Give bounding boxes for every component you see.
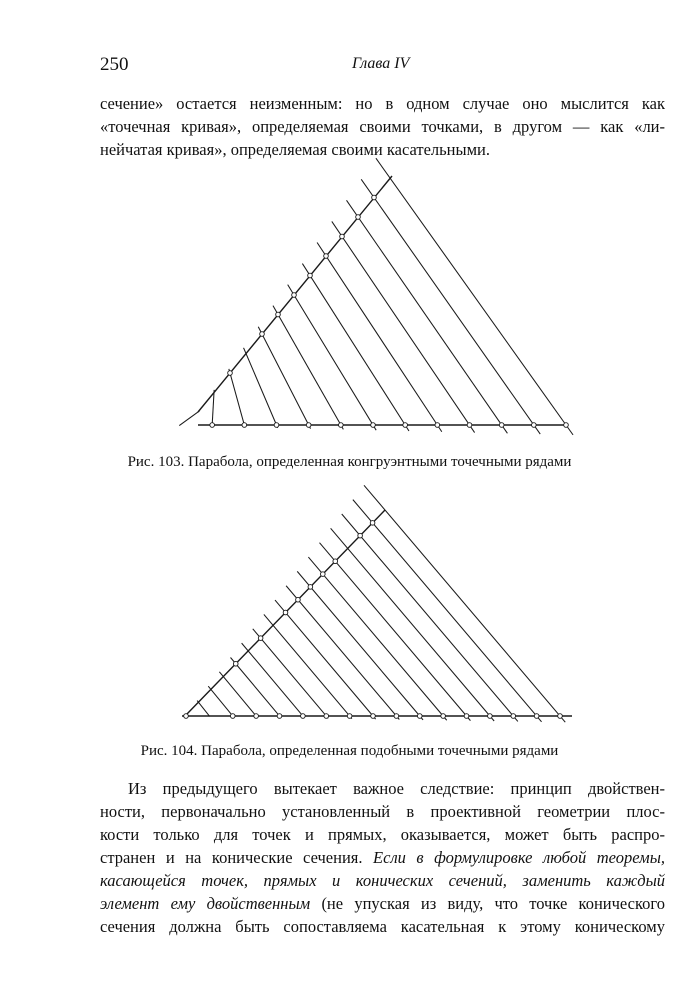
range-point <box>306 423 311 428</box>
body-line <box>100 846 665 869</box>
range-point <box>258 636 263 641</box>
tangent-line <box>361 179 540 434</box>
tangent-line <box>347 200 508 433</box>
range-point <box>184 714 189 719</box>
range-point <box>340 234 345 239</box>
range-point <box>230 714 235 719</box>
range-point <box>441 714 446 719</box>
range-point <box>371 423 376 428</box>
body-line: Из предыдущего вытекает важное следствие: принцип двойствен- <box>128 779 665 798</box>
range-point <box>276 312 281 317</box>
figure-103-parabola-congruent-ranges <box>179 158 573 435</box>
range-point <box>356 215 361 220</box>
range-point <box>488 714 493 719</box>
range-point <box>534 714 539 719</box>
tangent-line <box>231 657 281 717</box>
range-point <box>260 332 265 337</box>
tangent-line <box>342 514 518 721</box>
range-point <box>358 533 363 538</box>
range-point <box>435 423 440 428</box>
range-point <box>296 597 301 602</box>
range-point <box>333 559 338 564</box>
tangent-line <box>317 242 442 431</box>
range-point <box>370 521 375 526</box>
tangent-line <box>376 158 573 435</box>
range-point <box>233 661 238 666</box>
range-point <box>254 714 259 719</box>
intro-line: нейчатая кривая», определяемая своими касательными. <box>100 140 490 159</box>
tangent-line <box>229 369 245 427</box>
range-point <box>564 423 569 428</box>
figure-104-parabola-similar-ranges <box>182 485 572 722</box>
range-point <box>324 714 329 719</box>
range-point <box>292 293 297 298</box>
range-point <box>210 423 215 428</box>
tangent-line <box>297 571 423 719</box>
range-point <box>301 714 306 719</box>
range-point <box>308 585 313 590</box>
range-point <box>308 273 313 278</box>
range-point <box>242 423 247 428</box>
range-point <box>277 714 282 719</box>
intro-line: сечение» остается неизменным: но в одном случае оно мыслится как <box>100 94 665 113</box>
range-point <box>467 423 472 428</box>
range-point <box>532 423 537 428</box>
range-point <box>321 572 326 577</box>
range-point <box>558 714 563 719</box>
range-point <box>394 714 399 719</box>
page-number: 250 <box>100 54 129 75</box>
range-point <box>499 423 504 428</box>
range-point <box>283 610 288 615</box>
intro-line: «точечная кривая», определяемая своими точками, в другом — как «ли- <box>100 117 665 136</box>
body-line <box>100 892 665 915</box>
range-point <box>274 423 279 428</box>
body-text: (не упуская из виду, что точке конического <box>321 894 666 913</box>
running-head: Глава IV <box>352 55 410 72</box>
range-point <box>372 195 377 200</box>
range-point <box>371 714 376 719</box>
tangent-line <box>264 614 352 718</box>
tangent-line <box>353 500 542 722</box>
body-paragraph <box>100 777 665 938</box>
tangent-line <box>286 586 399 720</box>
range-point <box>464 714 469 719</box>
tangent-line <box>253 629 328 719</box>
tangent-line <box>332 221 475 432</box>
body-line: ности, первоначально установленный в проективной геометрии плос- <box>100 802 665 821</box>
tangent-line <box>179 411 199 426</box>
tangent-line <box>302 264 409 431</box>
theorem-italic-text: элемент ему двойственным <box>100 894 311 913</box>
tangent-line <box>258 327 310 429</box>
range-point <box>511 714 516 719</box>
range-point <box>347 714 352 719</box>
theorem-italic-text: Если в формулировке любой теоремы, <box>373 848 666 867</box>
tangent-line <box>219 672 257 717</box>
tangent-line <box>320 543 471 721</box>
theorem-italic-text: касающейся точек, прямых и конических сечений, заменить каждый <box>100 871 665 890</box>
tangent-line <box>273 306 343 430</box>
range-point <box>228 371 233 376</box>
figure-103-caption: Рис. 103. Парабола, определенная конгруэнтными точечными рядами <box>127 454 572 470</box>
tangent-line <box>208 686 233 717</box>
tangent-line <box>308 557 446 720</box>
body-line <box>100 869 665 892</box>
range-point <box>403 423 408 428</box>
body-text: странен и на конические сечения. <box>100 848 363 867</box>
tangent-line <box>331 528 495 721</box>
range-point <box>417 714 422 719</box>
body-line: кости только для точек и прямых, оказывается, может быть распро- <box>100 825 665 844</box>
figure-104-caption: Рис. 104. Парабола, определенная подобными точечными рядами <box>140 743 559 759</box>
body-line: сечения должна быть сопоставляема касательная к этому коническому <box>100 917 665 936</box>
tangent-line <box>244 348 278 428</box>
range-point <box>324 254 329 259</box>
tangent-line <box>242 643 305 718</box>
tangent-line <box>197 701 210 717</box>
range-point <box>339 423 344 428</box>
